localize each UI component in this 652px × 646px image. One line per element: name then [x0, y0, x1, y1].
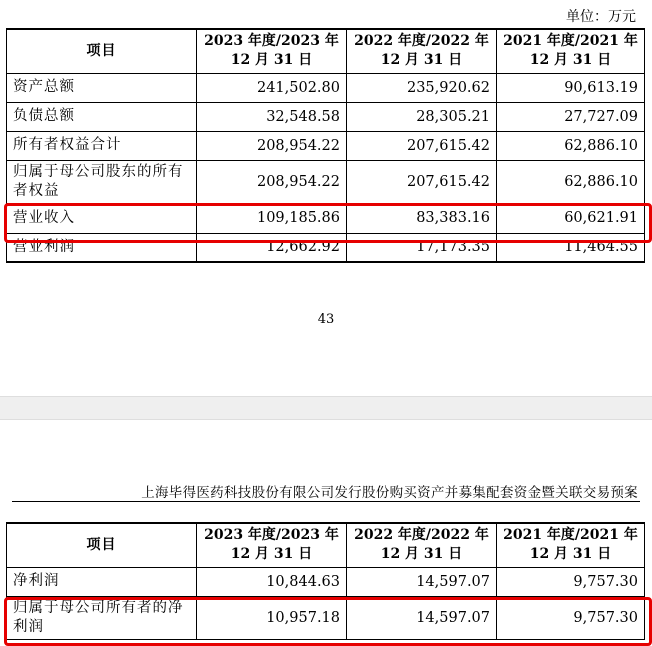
- value-2023: 10,957.18: [197, 596, 347, 639]
- table-header-row: [7, 523, 645, 567]
- header-2021: 2021 年度/2021 年 12 月 31 日: [497, 29, 645, 73]
- value-2022: 207,615.42: [347, 160, 497, 203]
- value-2021: 9,757.30: [497, 567, 645, 596]
- document-header: 上海毕得医药科技股份有限公司发行股份购买资产并募集配套资金暨关联交易预案: [141, 485, 638, 501]
- value-2022: 28,305.21: [347, 102, 497, 131]
- header-rule: [12, 501, 640, 502]
- value-2022: 14,597.07: [347, 596, 497, 639]
- value-2021: 62,886.10: [497, 131, 645, 160]
- financial-table-bottom: [6, 522, 645, 640]
- row-label: 所有者权益合计: [7, 131, 197, 160]
- table-row: [7, 233, 645, 262]
- row-label: 归属于母公司所有者的净利润: [7, 596, 197, 639]
- table-row: [7, 160, 645, 203]
- header-2022: 2022 年度/2022 年 12 月 31 日: [347, 29, 497, 73]
- row-label: 资产总额: [7, 73, 197, 102]
- value-2023: 109,185.86: [197, 203, 347, 233]
- value-2023: 12,662.92: [197, 233, 347, 262]
- page-break-divider: [0, 396, 652, 420]
- page-number: 43: [317, 312, 335, 327]
- table-row: [7, 567, 645, 596]
- value-2022: 207,615.42: [347, 131, 497, 160]
- header-item: 项目: [7, 523, 197, 567]
- header-2023: 2023 年度/2023 年 12 月 31 日: [197, 29, 347, 73]
- value-2021: 27,727.09: [497, 102, 645, 131]
- table-row-revenue: [7, 203, 645, 233]
- value-2021: 90,613.19: [497, 73, 645, 102]
- header-2021: 2021 年度/2021 年 12 月 31 日: [497, 523, 645, 567]
- header-item: 项目: [7, 29, 197, 73]
- value-2023: 208,954.22: [197, 160, 347, 203]
- row-label: 营业收入: [7, 203, 197, 233]
- table-header-row: [7, 29, 645, 73]
- value-2021: 11,464.55: [497, 233, 645, 262]
- value-2023: 208,954.22: [197, 131, 347, 160]
- header-2022: 2022 年度/2022 年 12 月 31 日: [347, 523, 497, 567]
- value-2023: 10,844.63: [197, 567, 347, 596]
- financial-table-top: [6, 28, 645, 263]
- value-2021: 60,621.91: [497, 203, 645, 233]
- row-label: 负债总额: [7, 102, 197, 131]
- row-label: 归属于母公司股东的所有者权益: [7, 160, 197, 203]
- value-2023: 241,502.80: [197, 73, 347, 102]
- unit-label: 单位：万元: [566, 9, 636, 25]
- value-2022: 17,173.35: [347, 233, 497, 262]
- value-2022: 83,383.16: [347, 203, 497, 233]
- table-row: [7, 73, 645, 102]
- value-2022: 235,920.62: [347, 73, 497, 102]
- value-2023: 32,548.58: [197, 102, 347, 131]
- value-2021: 9,757.30: [497, 596, 645, 639]
- row-label: 营业利润: [7, 233, 197, 262]
- table-row: [7, 102, 645, 131]
- row-label: 净利润: [7, 567, 197, 596]
- table-row: [7, 131, 645, 160]
- header-2023: 2023 年度/2023 年 12 月 31 日: [197, 523, 347, 567]
- table-row-net-profit-parent: [7, 596, 645, 639]
- value-2021: 62,886.10: [497, 160, 645, 203]
- value-2022: 14,597.07: [347, 567, 497, 596]
